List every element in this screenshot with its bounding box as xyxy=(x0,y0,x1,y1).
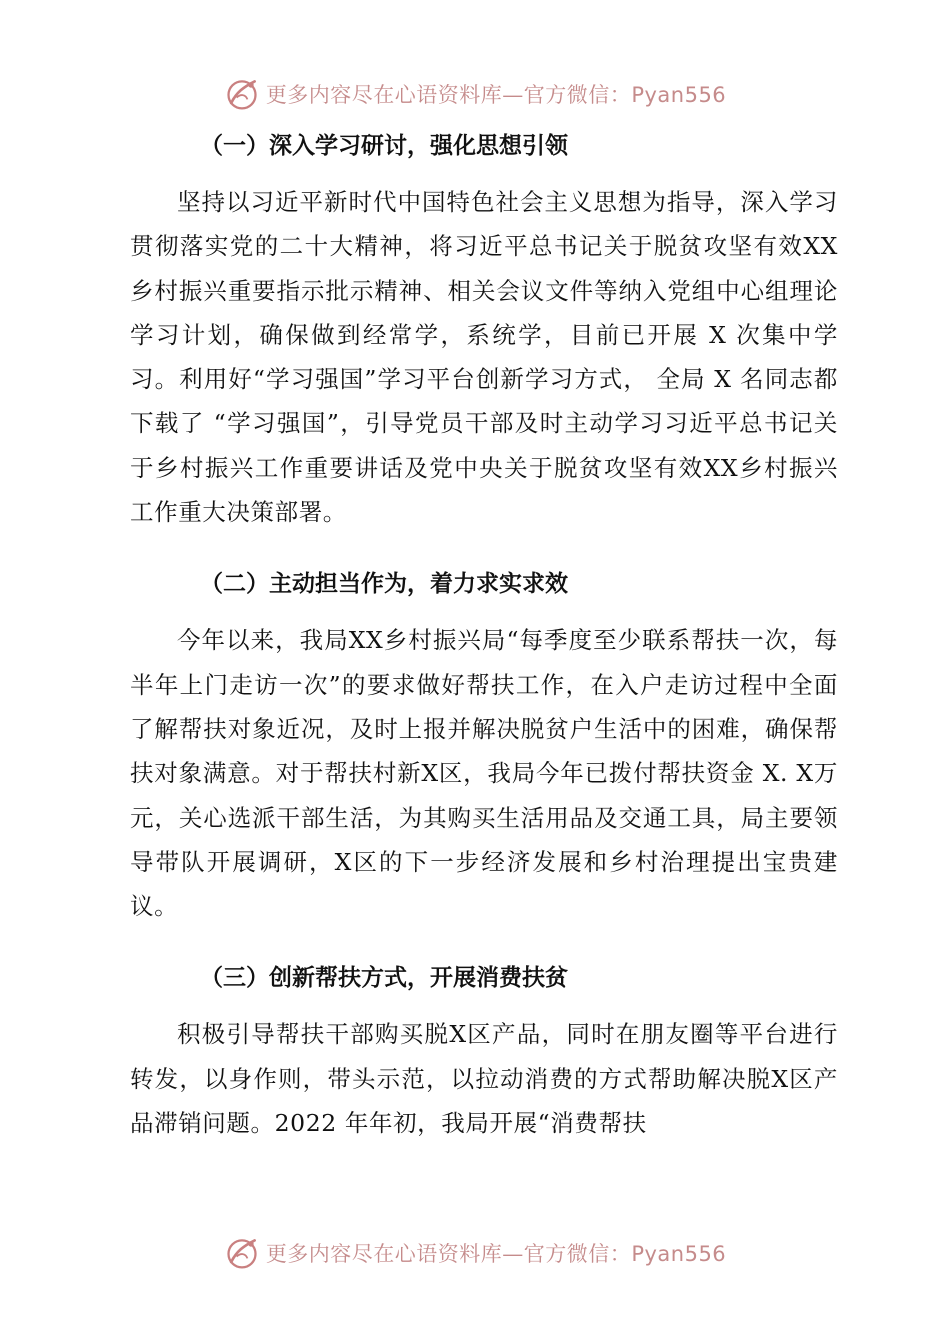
section-heading-3: （三）创新帮扶方式，开展消费扶贫 xyxy=(200,965,568,992)
section-paragraph-3: 积极引导帮扶干部购买脱X区产品，同时在朋友圈等平台进行转发，以身作则，带头示范，以拉动消费的方式帮助解决脱X区产品滞销问题。2022 年年初，我局开展“消费帮扶 xyxy=(130,1020,838,1138)
watermark-text: 更多内容尽在心语资料库—官方微信：Pyan556 xyxy=(265,83,727,107)
section-paragraph-2: 今年以来，我局XX乡村振兴局“每季度至少联系帮扶一次，每半年上门走访一次”的要求做好帮扶工作，在入户走访过程中全面了解帮扶对象近况，及时上报并解决脱贫户生活中的困难，确保帮扶对象满意。对于帮扶村新X区，我局今年已拨付帮扶资金 X. X万元，关心选派干部生活，为其购买生活用品及交通工具，局主要领导带队开展调研，X区的下一步经济发展和乡村治理提出宝贵建议。 xyxy=(130,626,838,921)
watermark-text: 更多内容尽在心语资料库—官方微信：Pyan556 xyxy=(265,1242,727,1266)
brand-logo-icon xyxy=(224,76,260,112)
section-heading-1: （一）深入学习研讨，强化思想引领 xyxy=(200,133,568,159)
header-watermark xyxy=(0,74,950,114)
footer-watermark xyxy=(0,1233,950,1273)
brand-logo-icon xyxy=(224,1235,260,1271)
wechat-id: Pyan556 xyxy=(631,1242,727,1266)
section-heading-2: （二）主动担当作为，着力求实求效 xyxy=(200,571,568,598)
document-body xyxy=(130,124,838,1145)
wechat-id: Pyan556 xyxy=(631,83,727,107)
section-paragraph-1: 坚持以习近平新时代中国特色社会主义思想为指导，深入学习贯彻落实党的二十大精神，将习近平总书记关于脱贫攻坚有效XX乡村振兴重要指示批示精神、相关会议文件等纳入党组中心组理论学习计划，确保做到经常学，系统学，目前已开展 X 次集中学习。利用好“学习强国”学习平台创新学习方式， 全局 X 名同志都下载了 “学习强国”，引导党员干部及时主动学习习近平总书记关于乡村振兴工作重要讲话及党中央关于脱贫攻坚有效XX乡村振兴工作重大决策部署。 xyxy=(130,188,838,527)
